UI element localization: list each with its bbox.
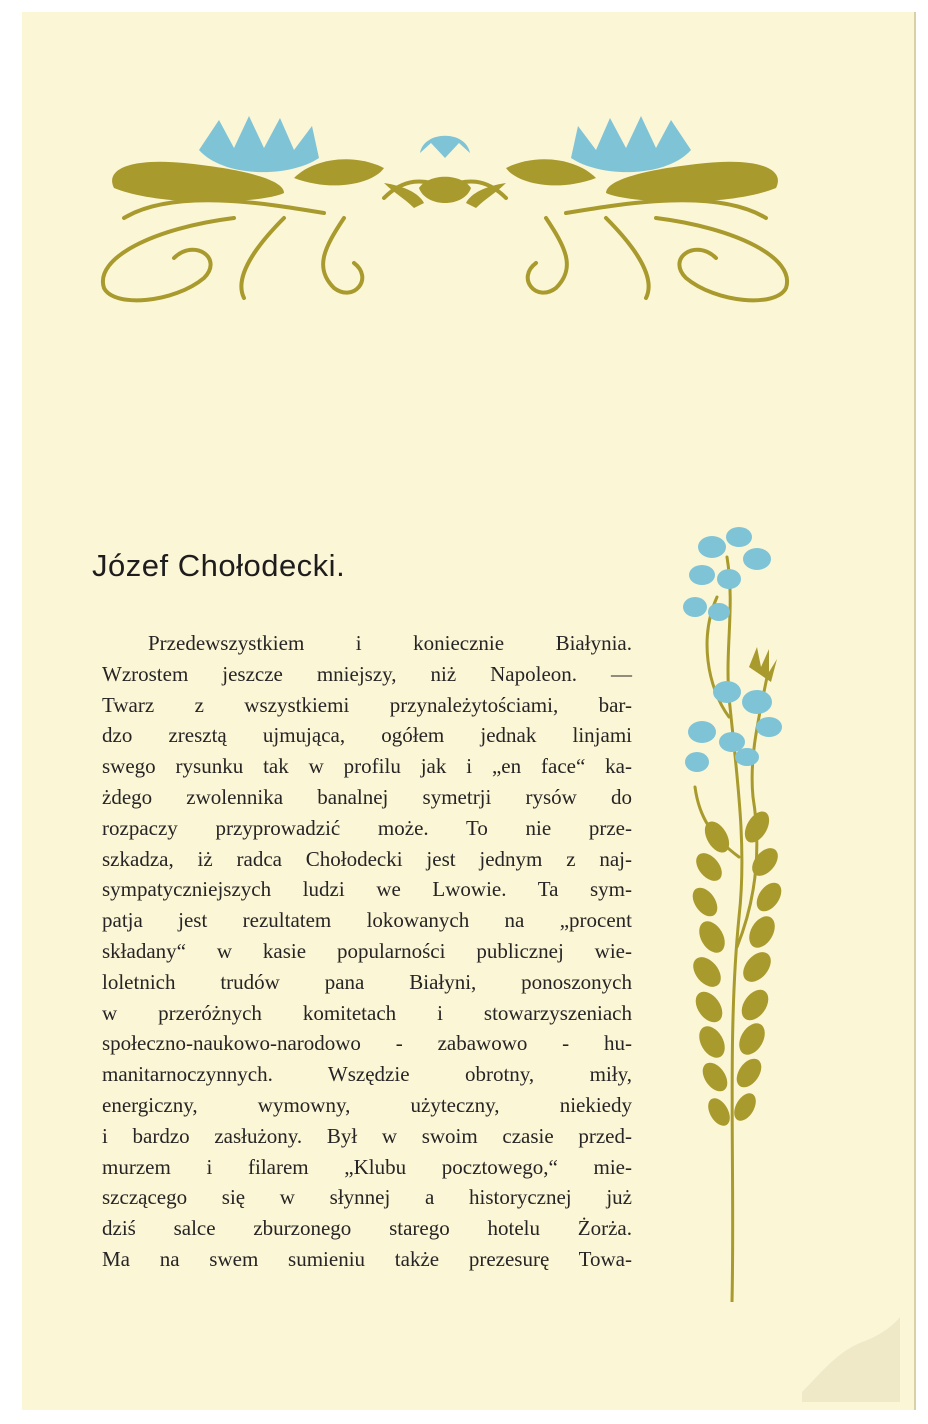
text-line: szkadza, iż radca Chołodecki jest jednym z naj- [102, 846, 632, 871]
text-line: Wzrostem jeszcze mniejszy, niż Napoleon. — [102, 661, 632, 686]
book-page [22, 12, 916, 1410]
text-line: manitarnoczynnych. Wszędzie obrotny, miły, [102, 1062, 632, 1087]
text-line: rozpaczy przyprowadzić może. To nie prze- [102, 815, 632, 840]
text-line: szczącego się w słynnej a historycznej już [102, 1185, 632, 1210]
text-line: żdego zwolennika banalnej symetrji rysów do [102, 784, 632, 809]
text-line: Twarz z wszystkiemi przynależytościami, bar- [102, 692, 632, 717]
text-line: i bardzo zasłużony. Był w swoim czasie przed- [102, 1123, 632, 1148]
text-line: Ma na swem sumieniu także prezesurę Towa- [102, 1246, 632, 1271]
water-lily-ornament [84, 108, 806, 318]
text-line: dziś salce zburzonego starego hotelu Żorża. [102, 1216, 632, 1241]
text-line: w przeróżnych komitetach i stowarzyszeniach [102, 1000, 632, 1025]
text-line: Przedewszystkiem i koniecznie Białynia. [148, 631, 632, 655]
text-line: loletnich trudów pana Białyni, ponoszonych [102, 969, 632, 994]
text-line: sympatyczniejszych ludzi we Lwowie. Ta sym- [102, 877, 632, 902]
text-line: patja jest rezultatem lokowanych na „procent [102, 908, 632, 933]
text-line: murzem i filarem „Klubu pocztowego,“ mie- [102, 1154, 632, 1179]
lily-pads [112, 159, 778, 208]
text-line: dzo zresztą ujmująca, ogółem jednak linjami [102, 723, 632, 748]
text-line: swego rysunku tak w profilu jak i „en face“ ka- [102, 754, 632, 779]
text-line: energiczny, wymowny, użyteczny, niekiedy [102, 1092, 632, 1117]
plant-flowers [683, 527, 782, 772]
text-line: społeczno-naukowo-narodowo - zabawowo - hu- [102, 1031, 632, 1056]
torn-corner-icon [792, 1312, 902, 1402]
text-line: składany“ w kasie popularności publicznej wie- [102, 938, 632, 963]
flowering-plant-illustration [657, 517, 807, 1302]
body-paragraph [102, 628, 632, 1275]
page-title: Józef Chołodecki. [92, 548, 346, 583]
lily-flowers [199, 116, 691, 172]
